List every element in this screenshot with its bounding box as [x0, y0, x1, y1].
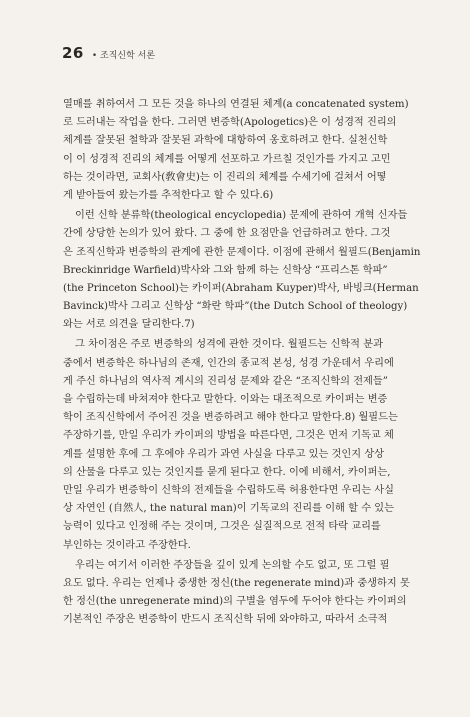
- text-line: 이 이 성경적 진리의 체계를 어떻게 선포하고 가르칠 것인가를 가지고 고민: [63, 153, 391, 165]
- text-line: 만일 우리가 변증학이 신학의 전제들을 수립하도록 허용한다면 우리는 사실: [63, 484, 394, 496]
- text-line: 이런 신학 분류학(theological encyclopedia) 문제에 관하여 개혁 신자들: [75, 210, 408, 222]
- text-line: 부인하는 것이라고 주장한다.: [63, 539, 191, 551]
- text-line: 와는 서로 의견을 달리한다.7): [63, 319, 195, 331]
- text-line: 학이 조직신학에서 주어진 것을 변증하려고 해야 한다고 말한다.8) 월필드는: [63, 412, 398, 424]
- text-line: 요도 없다. 우리는 언제나 중생한 정신(the regenerate mind)과 중생하지 못: [63, 577, 410, 589]
- text-line: 우리는 여기서 이러한 주장들을 깊이 있게 논의할 수도 없고, 또 그럴 필: [75, 559, 390, 571]
- text-line: 은 조직신학과 변증학의 관계에 관한 문제이다. 이점에 관해서 월필드(Benjamin: [63, 246, 421, 258]
- text-line: 게 받아들여 왔는가를 추적한다고 할 수 있다.6): [63, 189, 274, 201]
- text-line: 중에서 변증학은 하나님의 존재, 인간의 종교적 본성, 성경 가운데서 우리에: [63, 357, 394, 369]
- paragraph: [63, 557, 423, 630]
- text-line: 주장하기를, 만일 우리가 카이퍼의 방법을 따른다면, 그것은 먼저 기독교 체: [63, 430, 394, 442]
- section-title: • 조직신학 서론: [91, 51, 156, 61]
- text-line: 계를 설명한 후에 그 후에야 우리가 과연 사실을 다루고 있는 것인지 상상: [63, 448, 385, 460]
- text-line: 하는 것이라면, 교회사(敎會史)는 이 진리의 체계를 수세기에 걸쳐서 어떻: [63, 171, 387, 183]
- text-line: (the Princeton School)는 카이퍼(Abraham Kuyper)박사, 바빙크(Herman: [63, 282, 419, 294]
- text-line: 그 차이점은 주로 변증학의 성격에 관한 것이다. 월필드는 신학적 분과: [75, 339, 383, 351]
- text-line: 열매를 취하여서 그 모든 것을 하나의 연결된 체계(a concatenated system): [63, 99, 409, 110]
- paragraph: [63, 207, 423, 334]
- body-text: [63, 96, 423, 629]
- page-number: 26: [62, 44, 84, 62]
- text-line: 의 산물을 다루고 있는 것인지를 묻게 된다고 한다. 이에 비해서, 카이퍼는,: [63, 466, 391, 478]
- text-line: 능력이 있다고 인정해 주는 것이며, 그것은 실질적으로 전적 타락 교리를: [63, 521, 381, 533]
- text-line: 간에 상당한 논의가 있어 왔다. 그 중에 한 요점만을 언급하려고 한다. 그것: [63, 228, 391, 240]
- text-line: 로 드러내는 작업을 한다. 그러면 변증학(Apologetics)은 이 성경적 진리의: [63, 117, 397, 129]
- text-line: 게 주신 하나님의 역사적 계시의 진리성 문제와 같은 “조직신학의 전제들”: [63, 375, 388, 387]
- text-line: 체계를 잘못된 철학과 잘못된 과학에 대항하여 옹호하려고 한다. 실천신학: [63, 135, 388, 147]
- paragraph: [63, 96, 423, 205]
- text-line: Breckinridge Warfield)박사와 그와 함께 하는 신학상 “프리스톤 학파”: [63, 264, 388, 276]
- paragraph: [63, 336, 423, 554]
- text-line: 을 수립하는데 바쳐져야 한다고 말한다. 이와는 대조적으로 카이퍼는 변증: [63, 394, 388, 405]
- text-line: 기본적인 주장은 변증학이 반드시 조직신학 뒤에 와야하고, 따라서 소극적: [63, 614, 388, 626]
- running-head: [62, 44, 155, 62]
- text-line: Bavinck)박사 그리고 신학상 “화란 학파”(the Dutch School of theology): [63, 301, 408, 313]
- text-line: 한 정신(the unregenerate mind)의 구별을 염두에 두어야 한다는 카이퍼의: [63, 596, 407, 608]
- text-line: 상 자연인 (自然人, the natural man)이 기독교의 진리를 이해 할 수 있는: [63, 503, 394, 515]
